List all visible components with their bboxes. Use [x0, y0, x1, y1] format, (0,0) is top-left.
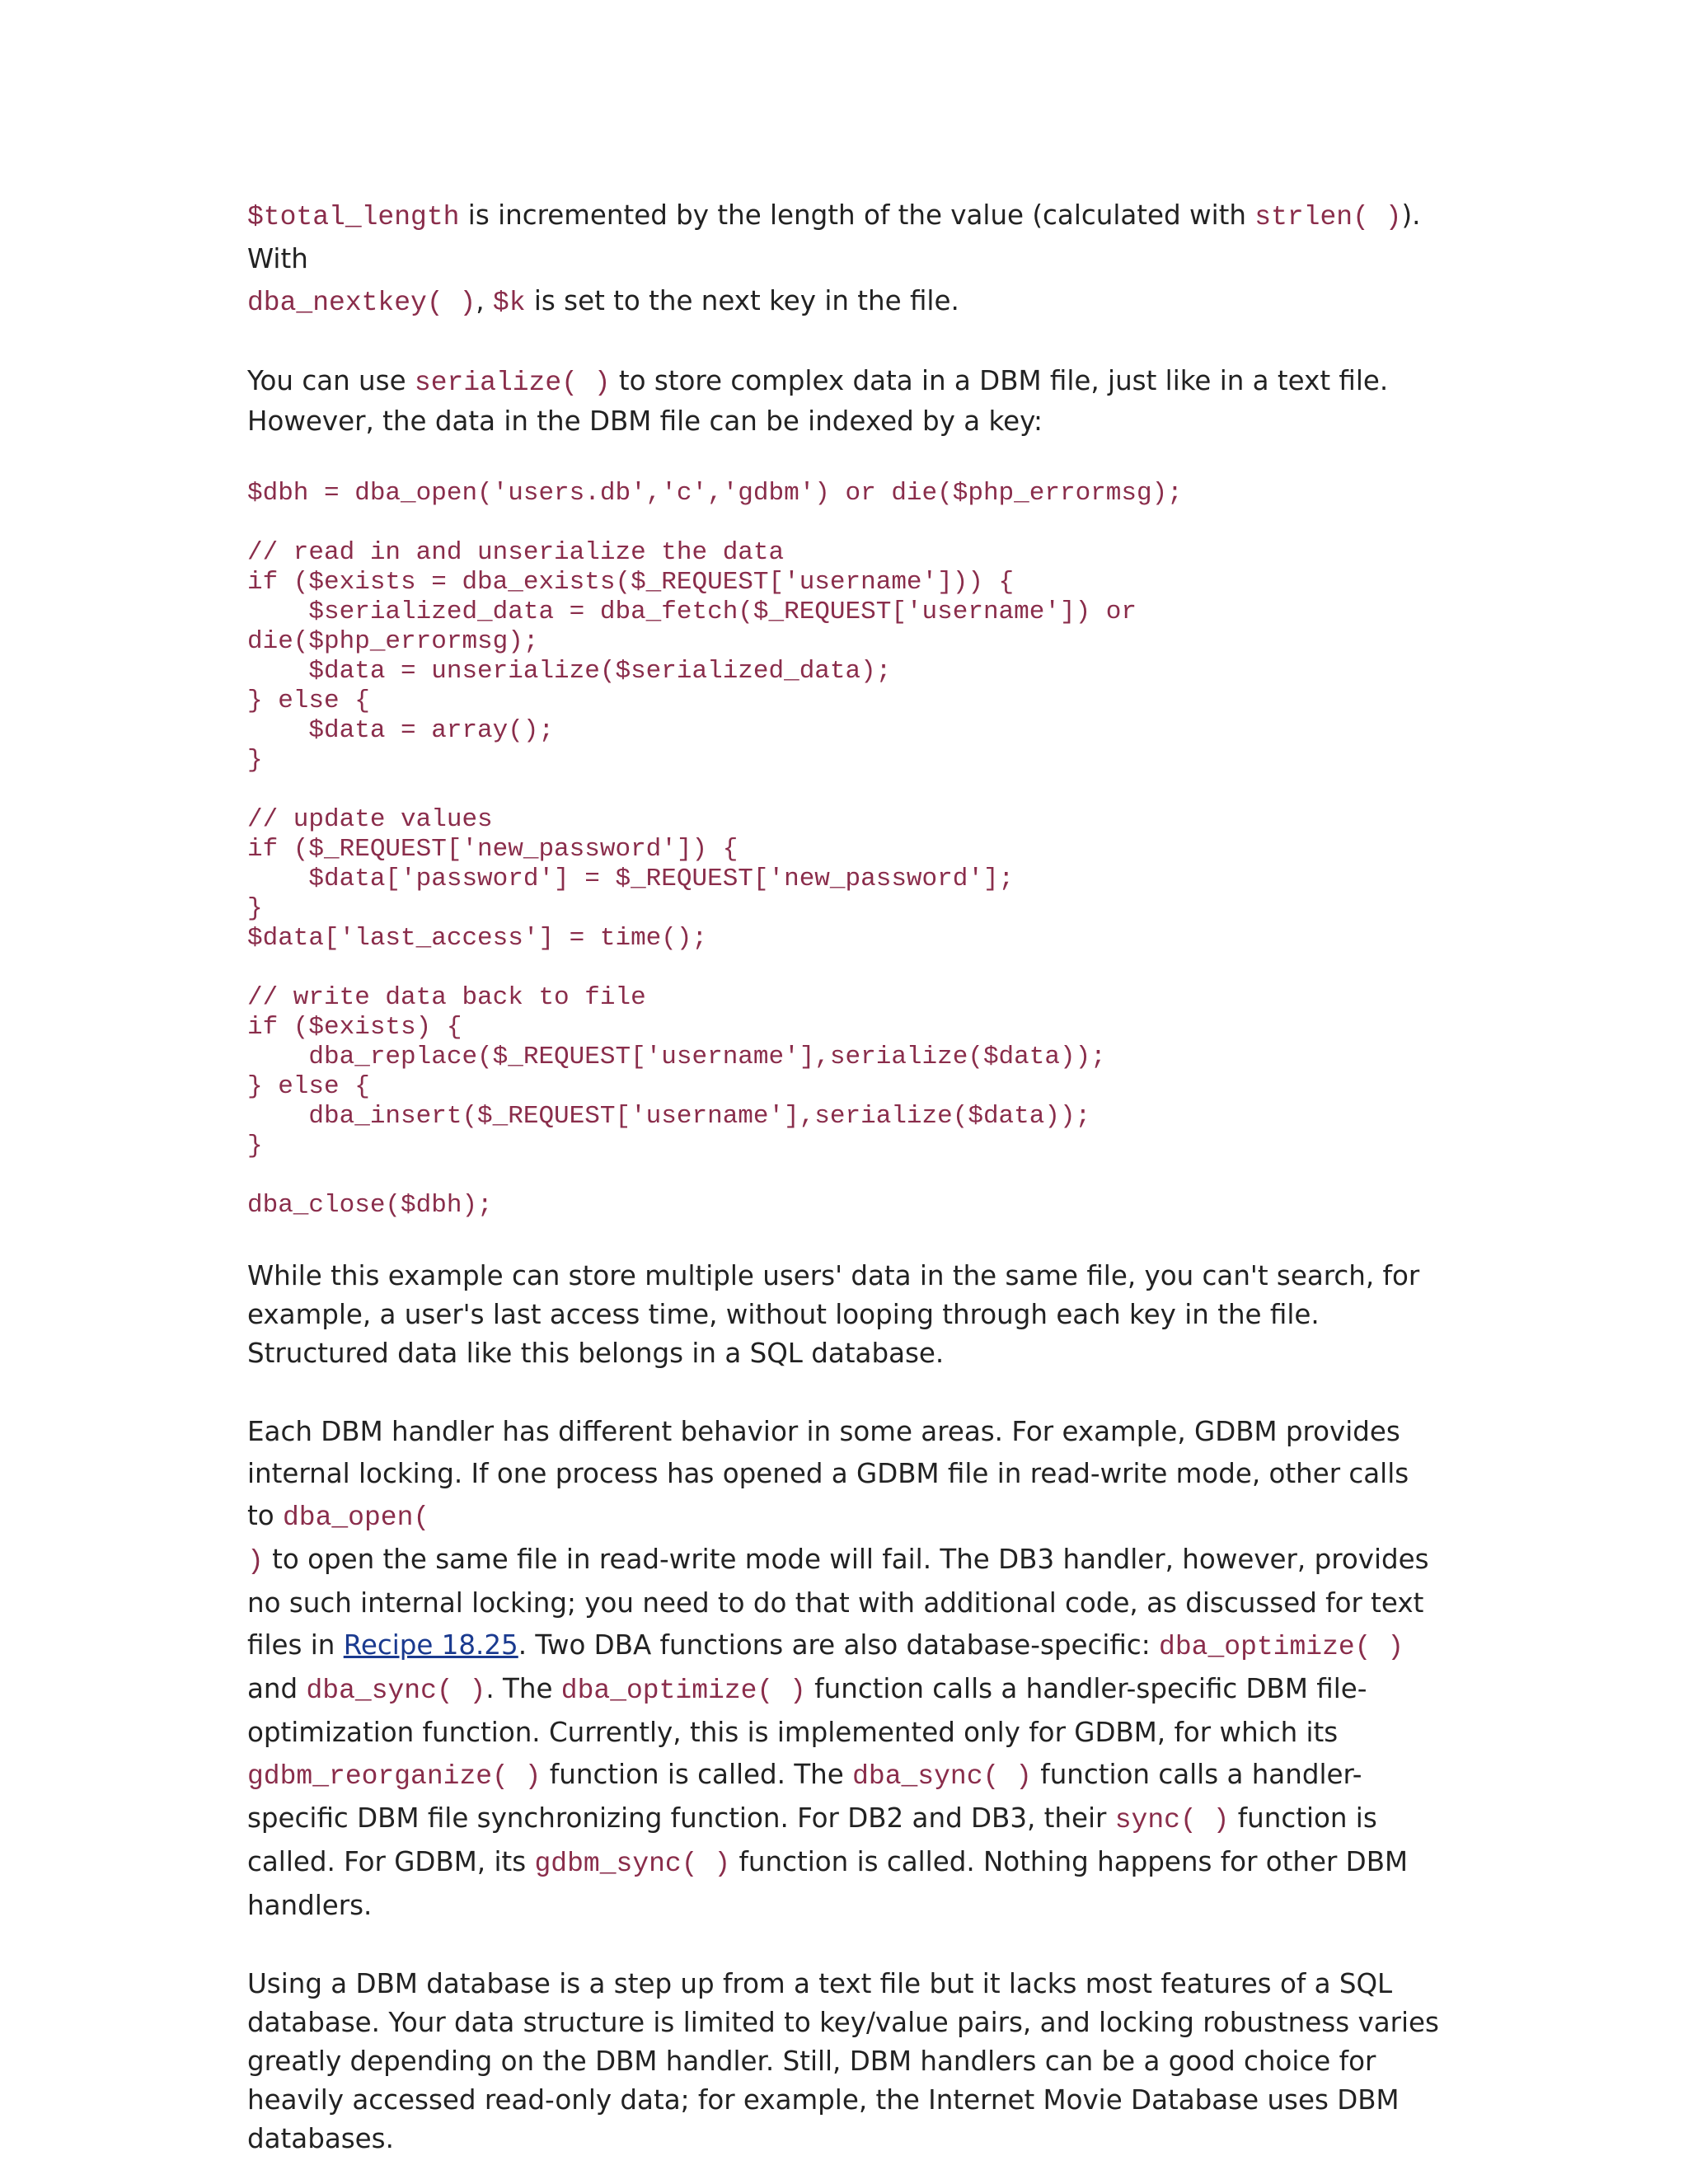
paragraph-total-length	[247, 194, 1442, 324]
paragraph-text: is incremented by the length of the value (calculated with	[459, 199, 1255, 231]
code-line: // update values	[247, 805, 493, 834]
inline-code: sync( )	[1114, 1805, 1230, 1835]
inline-code: dba_nextkey( )	[247, 288, 476, 318]
code-block	[247, 479, 1442, 1221]
recipe-link[interactable]: Recipe 18.25	[343, 1629, 518, 1661]
code-line: dba_close($dbh);	[247, 1191, 493, 1220]
code-line: } else {	[247, 687, 370, 715]
paragraph-text: Each DBM handler has different behavior in some areas. For example, GDBM provides internal locking. If one process has opened a GDBM file in read-write mode, other calls to	[247, 1416, 1409, 1531]
inline-code: strlen( )	[1254, 202, 1402, 232]
inline-code: dba_open(	[282, 1502, 430, 1533]
code-line: } else {	[247, 1072, 370, 1101]
code-line: // read in and unserialize the data	[247, 538, 785, 567]
paragraph-text: is set to the next key in the file.	[525, 285, 959, 316]
code-line: $data['password'] = $_REQUEST['new_password'];	[247, 865, 1015, 893]
inline-code: $k	[492, 288, 526, 318]
code-line: $dbh = dba_open('users.db','c','gdbm') or die($php_errormsg);	[247, 479, 1183, 508]
inline-code: $total_length	[247, 202, 460, 232]
inline-code: serialize( )	[414, 368, 611, 398]
paragraph-structured-data: While this example can store multiple users' data in the same file, you can't search, for example, a user's last access time, without looping through each key in the file. Structured data like this belongs in a SQL database.	[247, 1260, 1420, 1369]
paragraph-text: . Two DBA functions are also database-specific:	[518, 1629, 1160, 1661]
paragraph-text: function is called. Nothing happens for other DBM handlers.	[247, 1846, 1409, 1921]
code-line: $serialized_data = dba_fetch($_REQUEST['username']) or	[247, 598, 1137, 626]
paragraph-text: . The	[485, 1673, 561, 1704]
code-line: die($php_errormsg);	[247, 627, 539, 656]
inline-code: gdbm_reorganize( )	[247, 1761, 542, 1792]
code-line: if ($exists) {	[247, 1013, 462, 1042]
paragraph-text: You can use	[247, 365, 415, 396]
paragraph-text: and	[247, 1673, 307, 1704]
inline-code: dba_optimize( )	[1159, 1632, 1404, 1662]
paragraph-serialize	[247, 362, 1442, 441]
inline-code: dba_sync( )	[852, 1761, 1032, 1792]
inline-code: gdbm_sync( )	[534, 1849, 731, 1879]
code-line: if ($exists = dba_exists($_REQUEST['username'])) {	[247, 568, 1015, 597]
code-line: // write data back to file	[247, 983, 646, 1012]
code-line: if ($_REQUEST['new_password']) {	[247, 835, 738, 864]
paragraph-conclusion: Using a DBM database is a step up from a text file but it lacks most features of a SQL database. Your data structure is limited to key/value pairs, and locking robustness varies greatly depending on the DBM handler. Still, DBM handlers can be a good choice for heavily accessed read-only data; for example, the Internet Movie Database uses DBM databases.	[247, 1968, 1439, 2154]
paragraph-text: function is called. The	[541, 1759, 853, 1790]
code-line: $data = unserialize($serialized_data);	[247, 657, 892, 686]
paragraph-text: to open the same file in read-write mode will fail. The DB3 handler, however, provides no such internal locking; you need to do that with additional code, as discussed for text files in	[247, 1544, 1429, 1661]
paragraph-text: function is called. For GDBM, its	[247, 1802, 1377, 1877]
document-page	[247, 194, 1442, 2158]
code-line: dba_replace($_REQUEST['username'],serialize($data));	[247, 1043, 1106, 1071]
code-line: }	[247, 894, 263, 923]
code-line: }	[247, 746, 263, 775]
paragraph-text: ). With	[247, 199, 1421, 274]
code-line: $data = array();	[247, 716, 555, 745]
inline-code: dba_sync( )	[306, 1675, 486, 1706]
code-line: }	[247, 1132, 263, 1160]
inline-code: )	[247, 1546, 264, 1577]
paragraph-text: function calls a handler-specific DBM file synchronizing function. For DB2 and DB3, their	[247, 1759, 1362, 1834]
inline-code: dba_optimize( )	[560, 1675, 806, 1706]
paragraph-text: ,	[476, 285, 493, 316]
code-line: $data['last_access'] = time();	[247, 924, 708, 953]
paragraph-text: function calls a handler-specific DBM file-optimization function. Currently, this is implemented only for GDBM, for which its	[247, 1673, 1367, 1748]
code-line: dba_insert($_REQUEST['username'],serialize($data));	[247, 1102, 1091, 1131]
paragraph-dbm-handlers	[247, 1411, 1442, 1927]
paragraph-text: to store complex data in a DBM file, just like in a text file. However, the data in the DBM file can be indexed by a key:	[247, 365, 1389, 437]
